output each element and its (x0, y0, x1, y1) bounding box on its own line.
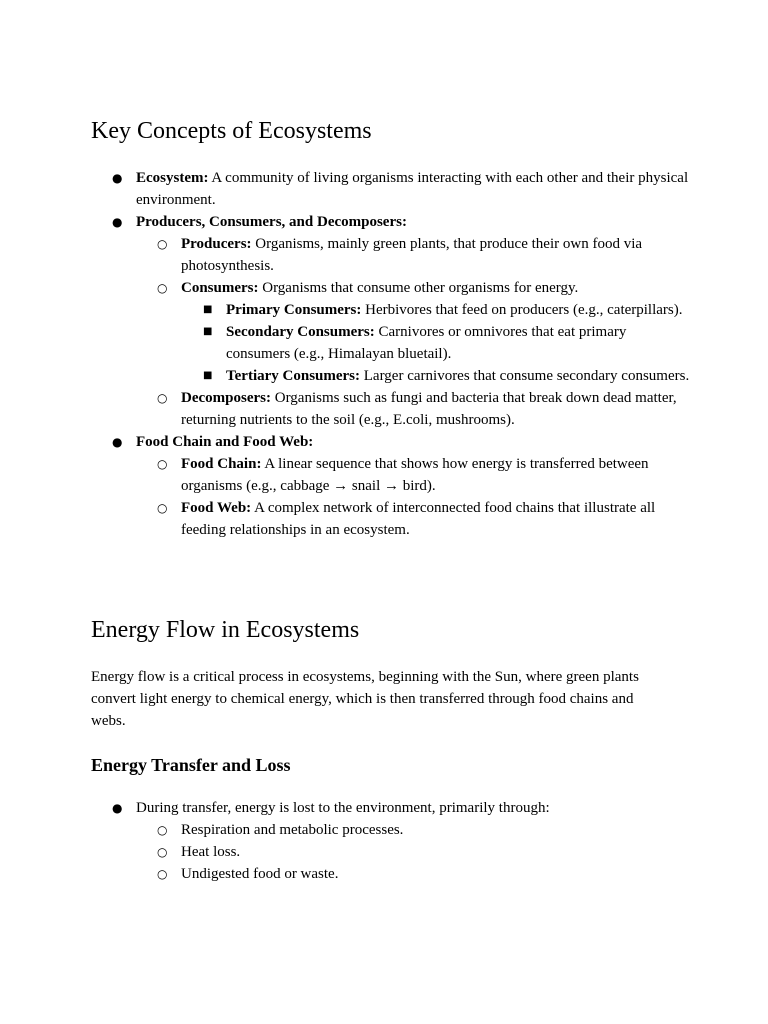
list-item-decomposers (91, 387, 691, 431)
term-description: A complex network of interconnected food chains that illustrate all feeding relationships in an ecosystem. (181, 500, 656, 538)
term-description: Larger carnivores that consume secondary consumers. (360, 368, 690, 384)
term-label: Decomposers: (181, 390, 271, 406)
list-item-tertiary-consumers (91, 365, 691, 387)
item-text: Undigested food or waste. (181, 866, 339, 882)
bullet-filled-circle: ● (112, 171, 123, 185)
list-item-respiration (91, 819, 691, 841)
bullet-hollow-circle: ○ (157, 281, 168, 295)
list-item-ecosystem (91, 167, 691, 211)
term-description: Organisms that consume other organisms for energy. (258, 280, 579, 296)
bullet-hollow-circle: ○ (157, 823, 168, 837)
list-item-consumers (91, 277, 691, 299)
bullet-hollow-circle: ○ (157, 391, 168, 405)
bullet-filled-circle: ● (112, 435, 123, 449)
term-label: Food Chain and Food Web: (136, 434, 314, 450)
list-item-secondary-consumers (91, 321, 691, 365)
section-title-key-concepts: Key Concepts of Ecosystems (91, 118, 372, 144)
term-label: Primary Consumers: (226, 302, 362, 318)
term-label: Consumers: (181, 280, 259, 296)
term-label: Secondary Consumers: (226, 324, 375, 340)
term-description: Herbivores that feed on producers (e.g., caterpillars). (361, 302, 683, 318)
list-item-heat-loss (91, 841, 691, 863)
bullet-hollow-circle: ○ (157, 845, 168, 859)
bullet-hollow-circle: ○ (157, 457, 168, 471)
term-description: A community of living organisms interacting with each other and their physical environment. (136, 170, 689, 208)
bullet-square: ■ (203, 326, 213, 337)
bullet-filled-circle: ● (112, 215, 123, 229)
term-description: A linear sequence that shows how energy is transferred between organisms (e.g., cabbage → snail → bird). (181, 456, 649, 494)
list-item-undigested-food (91, 863, 691, 885)
key-concepts-list (91, 167, 691, 541)
bullet-hollow-circle: ○ (157, 867, 168, 881)
list-item-food-chain-and-web (91, 431, 691, 453)
bullet-filled-circle: ● (112, 801, 123, 815)
item-text: Heat loss. (181, 844, 241, 860)
term-label: Producers: (181, 236, 252, 252)
term-label: Food Chain: (181, 456, 262, 472)
term-description: Carnivores or omnivores that eat primary consumers (e.g., Himalayan bluetail). (226, 324, 627, 362)
list-item-producers (91, 233, 691, 277)
term-description: Organisms, mainly green plants, that produce their own food via photosynthesis. (181, 236, 643, 274)
term-label: Producers, Consumers, and Decomposers: (136, 214, 407, 230)
bullet-hollow-circle: ○ (157, 237, 168, 251)
bullet-hollow-circle: ○ (157, 501, 168, 515)
term-description: Organisms such as fungi and bacteria that break down dead matter, returning nutrients to the soil (e.g., E.coli, mushrooms). (181, 390, 677, 428)
list-item-food-chain (91, 453, 691, 497)
list-item-energy-lost (91, 797, 691, 819)
item-text: Respiration and metabolic processes. (181, 822, 404, 838)
list-item-primary-consumers (91, 299, 691, 321)
energy-flow-paragraph: Energy flow is a critical process in ecosystems, beginning with the Sun, where green plants convert light energy to chemical energy, which is then transferred through food chains and webs. (91, 669, 639, 729)
subheading-energy-transfer: Energy Transfer and Loss (91, 755, 291, 775)
section-title-energy-flow: Energy Flow in Ecosystems (91, 617, 360, 643)
list-item-producers-consumers-decomposers (91, 211, 691, 233)
term-label: Tertiary Consumers: (226, 368, 361, 384)
list-item-food-web (91, 497, 691, 541)
bullet-square: ■ (203, 370, 213, 381)
bullet-square: ■ (203, 304, 213, 315)
energy-loss-list (91, 797, 691, 885)
term-label: Ecosystem: (136, 170, 209, 186)
term-label: Food Web: (181, 500, 252, 516)
item-text: During transfer, energy is lost to the environment, primarily through: (136, 800, 550, 816)
